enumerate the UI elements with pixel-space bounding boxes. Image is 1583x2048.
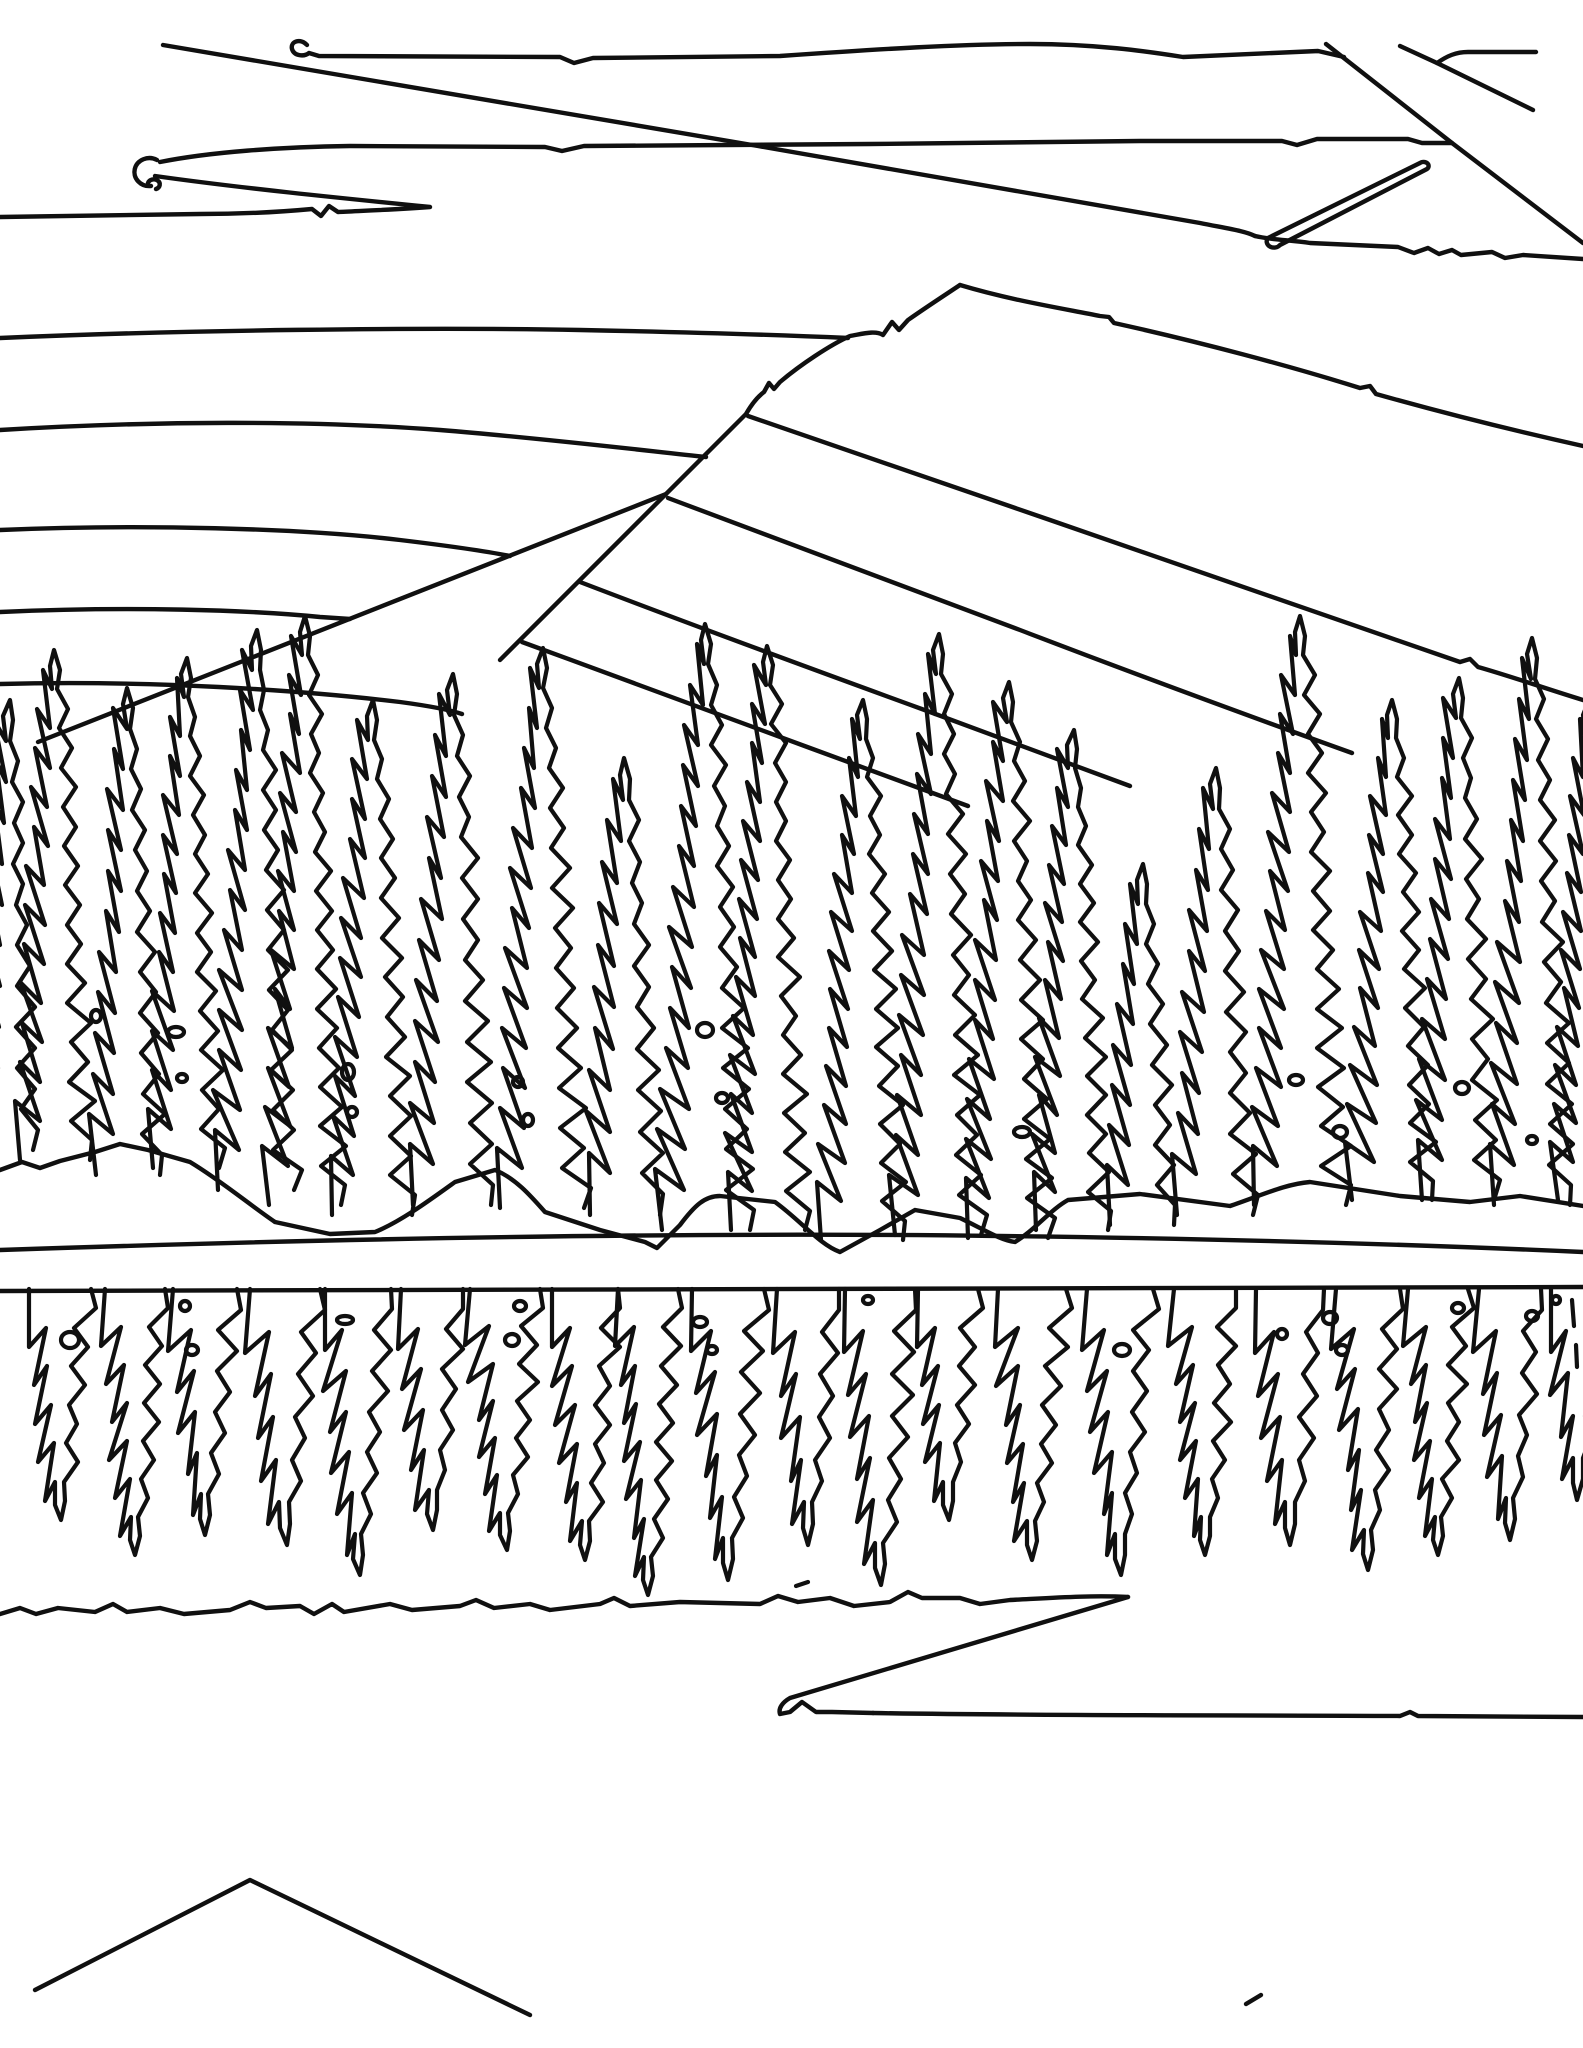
edge-dash-1 [1572,1300,1574,1326]
edge-dash-2 [1576,1345,1577,1367]
